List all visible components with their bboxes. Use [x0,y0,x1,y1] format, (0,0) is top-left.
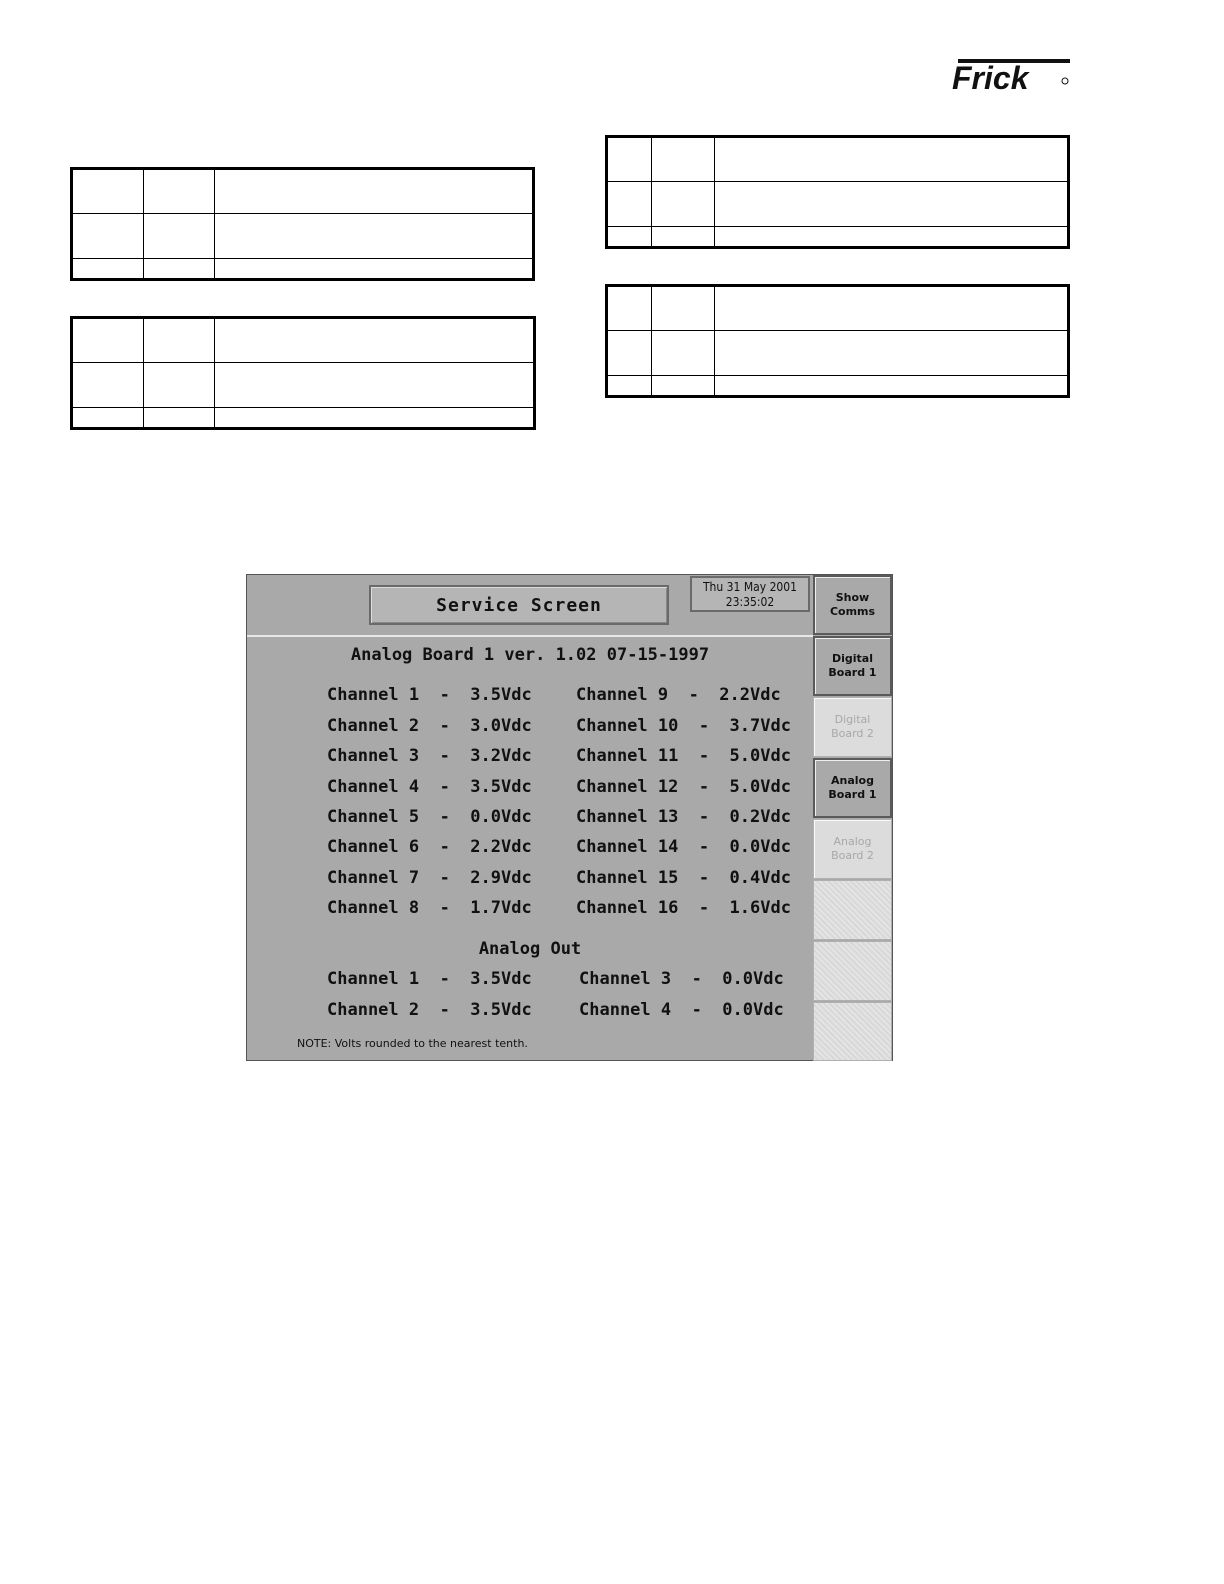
empty-table-2 [70,316,536,430]
analog-out-reading: Channel 4 - 0.0Vdc [579,1000,784,1020]
button-label-line1: Analog [833,835,872,848]
button-label-line2: Board 2 [831,727,874,740]
blank-side-button[interactable] [813,941,892,1001]
button-label-line2: Comms [829,605,876,618]
channel-reading: Channel 12 - 5.0Vdc [576,777,791,797]
button-label-line1: Digital [834,713,871,726]
analog-readings-area [247,637,813,1061]
empty-table-3 [605,135,1070,249]
button-label-line2: Board 1 [828,788,877,801]
analog-out-reading: Channel 1 - 3.5Vdc [327,969,532,989]
channel-reading: Channel 9 - 2.2Vdc [576,685,781,705]
channel-reading: Channel 1 - 3.5Vdc [327,685,532,705]
empty-table-4 [605,284,1070,398]
time-text: 23:35:02 [725,595,775,609]
button-label-line1: Digital [832,652,873,665]
button-label-line2: Board 2 [831,849,874,862]
date-text: Thu 31 May 2001 [702,580,798,594]
button-label-line2: Board 1 [828,666,877,679]
channel-reading: Channel 6 - 2.2Vdc [327,837,532,857]
digital-board-2-button[interactable] [813,697,892,757]
button-label-line1: Show [835,591,870,604]
channel-reading: Channel 16 - 1.6Vdc [576,898,791,918]
side-button-column [813,575,893,1061]
button-label-line1: Analog [831,774,874,787]
screen-header [247,575,813,637]
analog-out-reading: Channel 3 - 0.0Vdc [579,969,784,989]
empty-table-1 [70,167,535,281]
channel-reading: Channel 13 - 0.2Vdc [576,807,791,827]
channel-reading: Channel 8 - 1.7Vdc [327,898,532,918]
rounding-note: NOTE: Volts rounded to the nearest tenth. [297,1037,528,1050]
screen-title: Service Screen [369,585,669,625]
analog-out-heading: Analog Out [478,939,582,959]
channel-reading: Channel 15 - 0.4Vdc [576,868,791,888]
datetime-display [690,576,810,612]
frick-logo [952,57,1070,93]
service-screen-panel [246,574,893,1061]
channel-reading: Channel 5 - 0.0Vdc [327,807,532,827]
channel-reading: Channel 4 - 3.5Vdc [327,777,532,797]
blank-side-button[interactable] [813,880,892,940]
channel-reading: Channel 3 - 3.2Vdc [327,746,532,766]
blank-side-button[interactable] [813,1002,892,1061]
channel-reading: Channel 11 - 5.0Vdc [576,746,791,766]
board-heading: Analog Board 1 ver. 1.02 07-15-1997 [350,645,710,665]
channel-reading: Channel 14 - 0.0Vdc [576,837,791,857]
show-comms-button[interactable] [813,575,892,635]
analog-out-reading: Channel 2 - 3.5Vdc [327,1000,532,1020]
channel-reading: Channel 7 - 2.9Vdc [327,868,532,888]
channel-reading: Channel 10 - 3.7Vdc [576,716,791,736]
channel-reading: Channel 2 - 3.0Vdc [327,716,532,736]
svg-text:Frick: Frick [952,60,1029,93]
analog-board-2-button[interactable] [813,819,892,879]
digital-board-1-button[interactable] [813,636,892,696]
analog-board-1-button[interactable] [813,758,892,818]
